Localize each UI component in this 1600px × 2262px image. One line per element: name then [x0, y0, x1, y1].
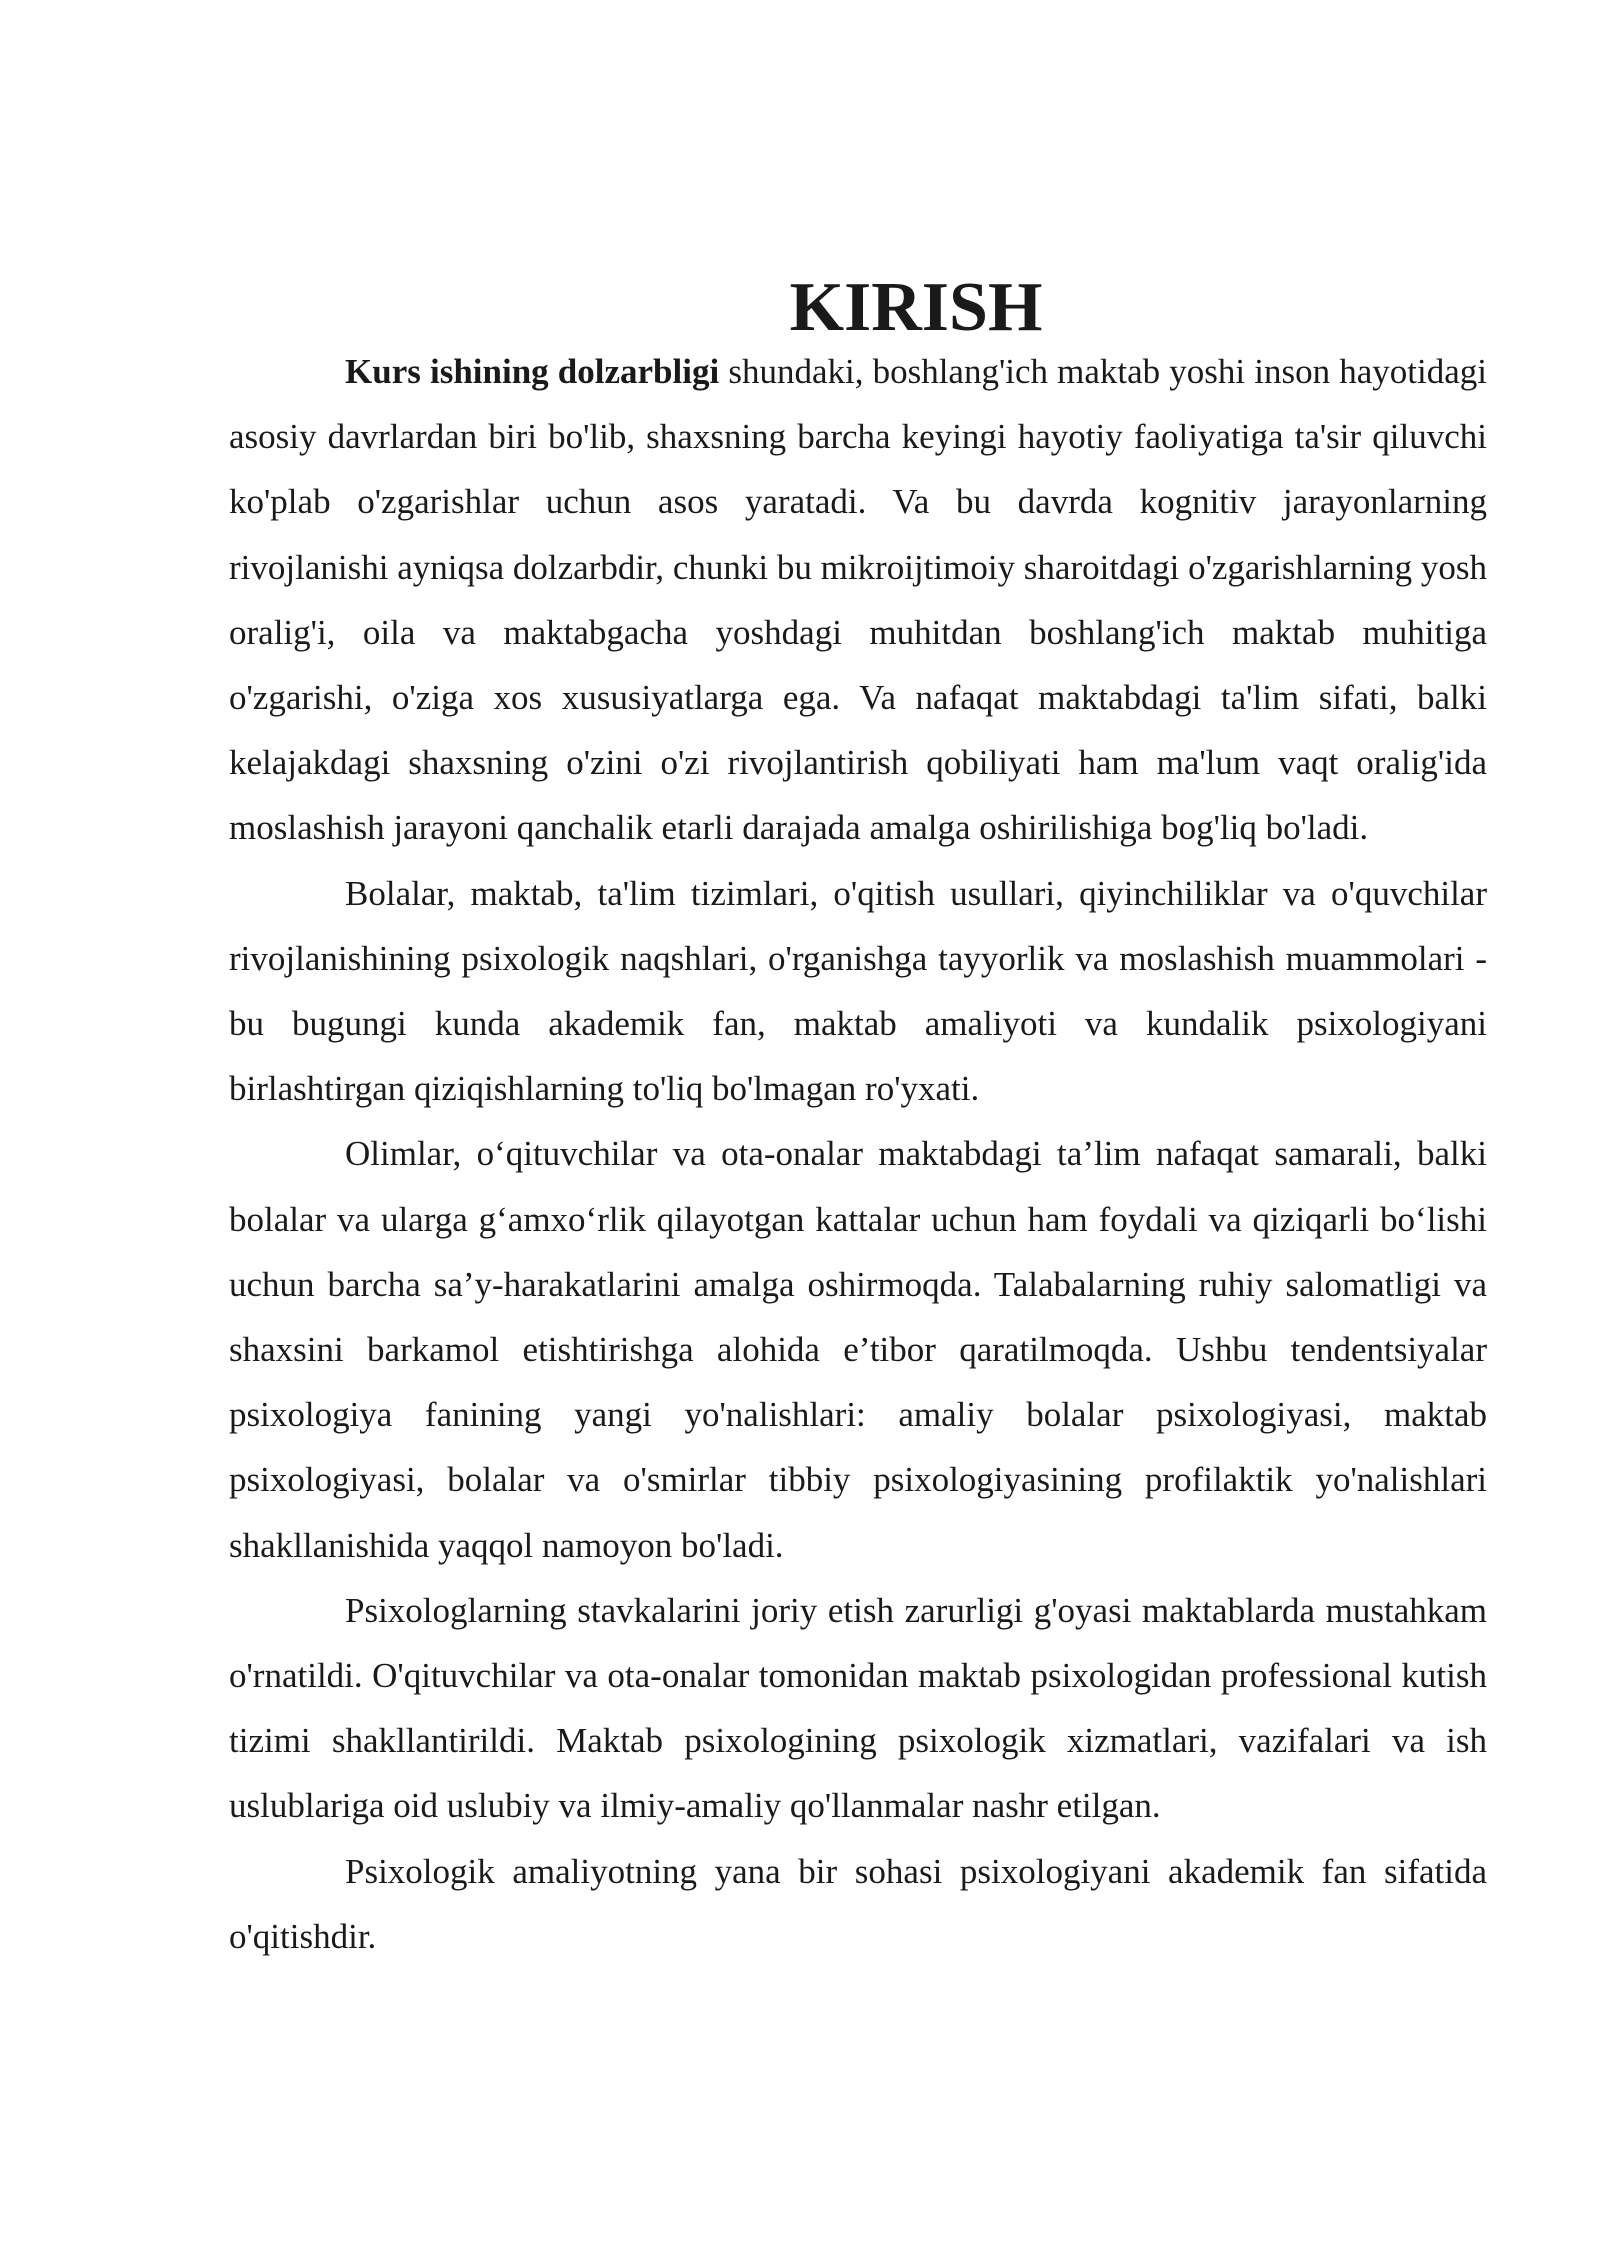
- document-body: [229, 269, 1487, 1969]
- paragraph-children-school: Bolalar, maktab, ta'lim tizimlari, o'qitish usullari, qiyinchiliklar va o'quvchilar rivojlanishining psixologik naqshlari, o'rganishga tayyorlik va moslashish muammolari - bu bugungi kunda akademik fan, maktab amaliyoti va kundalik psixologiyani birlashtirgan qiziqishlarning to'liq bo'lmagan ro'yxati.: [229, 873, 1487, 1109]
- paragraph-scientists-teachers: Olimlar, o‘qituvchilar va ota-onalar maktabdagi ta’lim nafaqat samarali, balki bolalar va ularga g‘amxo‘rlik qilayotgan kattalar uchun ham foydali va qiziqarli bo‘lishi uchun barcha sa’y-harakatlarini amalga oshirmoqda. Talabalarning ruhiy salomatligi va shaxsini barkamol etishtirishga alohida e’tibor qaratilmoqda. Ushbu tendentsiyalar psixologiya fanining yangi yo'nalishlari: amaliy bolalar psixologiyasi, maktab psixologiyasi, bolalar va o'smirlar tibbiy psixologiyasining profilaktik yo'nalishlari shakllanishida yaqqol namoyon bo'ladi.: [229, 1134, 1487, 1565]
- paragraph-lead: Kurs ishining dolzarbligi: [345, 352, 720, 391]
- paragraph-psychologists: Psixologlarning stavkalarini joriy etish zarurligi g'oyasi maktablarda mustahkam o'rnatildi. O'qituvchilar va ota-onalar tomonidan maktab psixologidan professional kutish tizimi shakllantirildi. Maktab psixologining psixologik xizmatlari, vazifalari va ish uslublariga oid uslubiy va ilmiy-amaliy qo'llanmalar nashr etilgan.: [229, 1590, 1487, 1826]
- page-title: KIRISH: [789, 269, 1043, 346]
- paragraph-text: shundaki, boshlang'ich maktab yoshi inson hayotidagi asosiy davrlardan biri bo'lib, shaxsning barcha keyingi hayotiy faoliyatiga ta'sir qiluvchi ko'plab o'zgarishlar uchun asos yaratadi. Va bu davrda kognitiv jarayonlarning rivojlanishi ayniqsa dolzarbdir, chunki bu mikroijtimoiy sharoitdagi o'zgarishlarning yosh oralig'i, oila va maktabgacha yoshdagi muhitdan boshlang'ich maktab muhitiga o'zgarishi, o'ziga xos xususiyatlarga ega. Va nafaqat maktabdagi ta'lim sifati, balki kelajakdagi shaxsning o'zini o'zi rivojlantirish qobiliyati ham ma'lum vaqt oralig'ida moslashish jarayoni qanchalik etarli darajada amalga oshirilishiga bog'liq bo'ladi.: [229, 352, 1487, 848]
- paragraph-relevance: [229, 339, 1487, 861]
- paragraph-practice: Psixologik amaliyotning yana bir sohasi psixologiyani akademik fan sifatida o'qitishdir.: [229, 1851, 1487, 1956]
